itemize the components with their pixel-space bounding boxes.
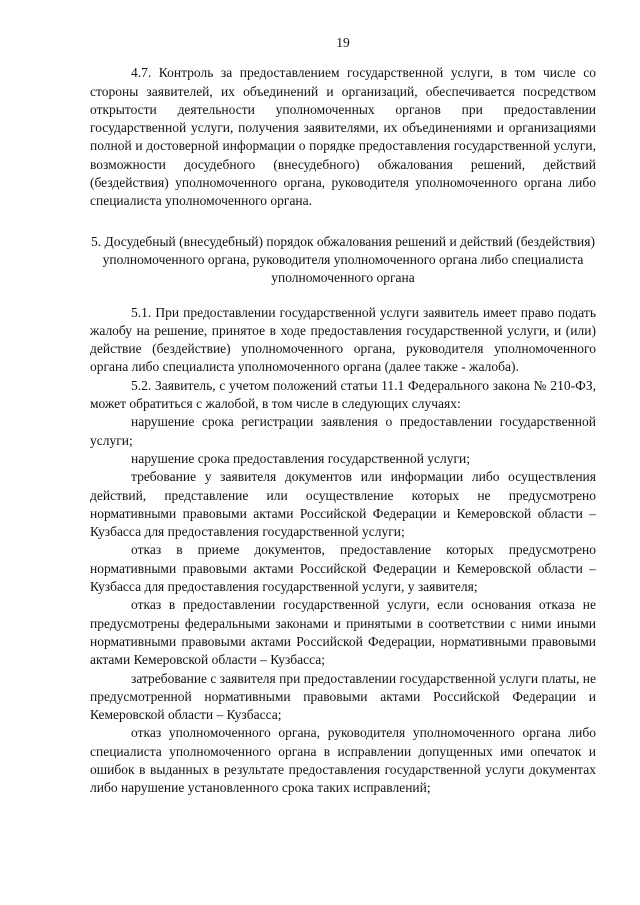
list-item: затребование с заявителя при предоставлении государственной услуги платы, не предусмотренной нормативными правовыми актами Российской Федерации и Кемеровской области – Кузбасса; [90,670,596,723]
page-number: 19 [336,35,350,50]
document-page [90,34,596,798]
list-item: нарушение срока предоставления государственной услуги; [131,450,471,466]
paragraph-4-7: 4.7. Контроль за предоставлением государственной услуги, в том числе со стороны заявителей, их объединений и организаций, обеспечивается посредством открытости деятельности уполномоченных органов при предоставлении государственной услуги, получения заявителями, их объединениями и организациями полной и достоверной информации о порядке предоставления государственной услуги, возможности досудебного (внесудебного) обжалования решений, действий (бездействия) уполномоченного органа, руководителя уполномоченного органа либо специалиста уполномоченного органа. [90,65,596,209]
paragraph-5-1: 5.1. При предоставлении государственной услуги заявитель имеет право подать жалобу на решение, принятое в ходе предоставления государственной услуги, и (или) действие (бездействие) уполномоченного органа, руководителя уполномоченного органа либо специалиста уполномоченного органа (далее также - жалоба). [90,304,596,375]
list-item: отказ в предоставлении государственной услуги, если основания отказа не предусмотрены федеральными законами и принятыми в соответствии с ними иными нормативными правовыми актами Российской Федерации, нормативными правовыми актами Кемеровской области – Кузбасса; [90,597,596,668]
list-item: отказ уполномоченного органа, руководителя уполномоченного органа либо специалиста уполномоченного органа в исправлении допущенных ими опечаток и ошибок в выданных в результате предоставления государственной услуги документах либо нарушение установленного срока таких исправлений; [90,725,596,796]
section-heading: 5. Досудебный (внесудебный) порядок обжалования решений и действий (бездействия) уполномоченного органа, руководителя уполномоченного органа либо специалиста уполномоченного органа [91,233,595,286]
list-item: нарушение срока регистрации заявления о предоставлении государственной услуги; [90,414,596,448]
paragraph-5-2: 5.2. Заявитель, с учетом положений статьи 11.1 Федерального закона № 210-ФЗ, может обратиться с жалобой, в том числе в следующих случаях: [90,377,596,412]
list-item: отказ в приеме документов, предоставление которых предусмотрено нормативными правовыми актами Российской Федерации и Кемеровской области – Кузбасса для предоставления государственной услуги, у заявителя; [90,542,596,595]
list-item: требование у заявителя документов или информации либо осуществления действий, представление или осуществление которых не предусмотрено нормативными правовыми актами Российской Федерации и Кемеровской области – Кузбасса для предоставления государственной услуги; [90,469,596,540]
